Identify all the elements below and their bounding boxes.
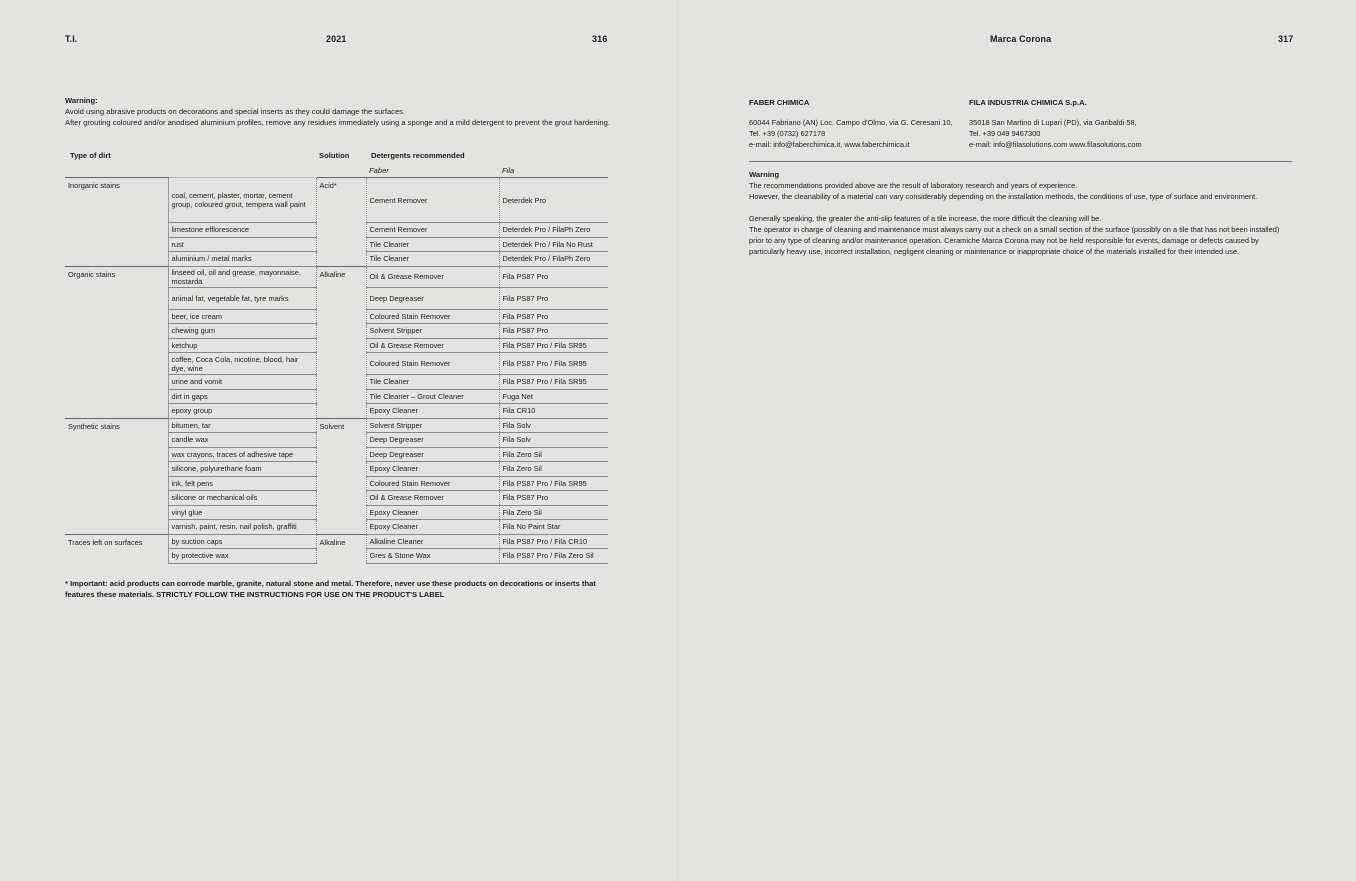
fila-product: Fila PS87 Pro bbox=[499, 266, 608, 287]
table-row bbox=[65, 266, 608, 287]
faber-product: Epoxy Cleaner bbox=[366, 462, 499, 477]
dirt-group-name: Organic stains bbox=[65, 266, 168, 418]
faber-product: Oil & Grease Remover bbox=[366, 266, 499, 287]
dirt-item: linseed oil, oil and grease, mayonnaise, mostarda bbox=[168, 266, 316, 287]
faber-product: Gres & Stone Wax bbox=[366, 549, 499, 564]
solution-type: Alkaline bbox=[316, 534, 366, 563]
fila-product: Fila PS87 Pro bbox=[499, 287, 608, 309]
header-section-label: T.I. bbox=[65, 34, 78, 44]
fila-product: Fila Solv bbox=[499, 418, 608, 433]
faber-product: Oil & Grease Remover bbox=[366, 338, 499, 353]
fila-product: Fila No Paint Star bbox=[499, 520, 608, 535]
dirt-item: coffee, Coca Cola, nicotine, blood, hair dye, wine bbox=[168, 353, 316, 375]
dirt-item: rust bbox=[168, 237, 316, 252]
company-address: 35018 San Martino di Lupari (PD), via Garibaldi 58, bbox=[969, 118, 1137, 127]
faber-product: Deep Degreaser bbox=[366, 447, 499, 462]
dirt-item: varnish, paint, resin, nail polish, graffiti bbox=[168, 520, 316, 535]
faber-product: Alkaline Cleaner bbox=[366, 534, 499, 549]
faber-product: Tile Cleaner – Grout Cleaner bbox=[366, 389, 499, 404]
fila-product: Fila PS87 Pro / Fila SR95 bbox=[499, 375, 608, 390]
faber-product: Solvent Stripper bbox=[366, 418, 499, 433]
dirt-item: silicone or mechanical oils bbox=[168, 491, 316, 506]
dirt-item: aluminium / metal marks bbox=[168, 252, 316, 267]
right-warning-paragraph: Generally speaking, the greater the anti-slip features of a tile increase, the more difficult the cleaning will be. The operator in charge of cleaning and maintenance must always carry out a check on a small section of the surface (possibly on a tile that has not been installed) prior to any type of cleaning and/or maintenance operation. Ceramiche Marca Corona may not be held responsible for events, damage or defects caused by particularly heavy use, incorrect installation, negligent cleaning or maintenance or inappropriate choice of the materials installed for their intended use. bbox=[749, 214, 1280, 256]
fila-product: Fila Zero Sil bbox=[499, 505, 608, 520]
company-faber bbox=[749, 97, 964, 150]
faber-product: Cement Remover bbox=[366, 178, 499, 223]
fila-product: Deterdek Pro / FilaPh Zero bbox=[499, 252, 608, 267]
table-row bbox=[65, 178, 608, 223]
faber-product: Coloured Stain Remover bbox=[366, 309, 499, 324]
dirt-item: limestone efflorescence bbox=[168, 223, 316, 238]
company-contact: e-mail: info@filasolutions.com www.filasolutions.com bbox=[969, 140, 1142, 149]
faber-product: Deep Degreaser bbox=[366, 433, 499, 448]
right-warning-title: Warning bbox=[749, 170, 780, 179]
company-fila bbox=[969, 97, 1219, 150]
warning-note bbox=[65, 96, 610, 128]
faber-product: Tile Cleaner bbox=[366, 252, 499, 267]
dirt-group-name: Traces left on surfaces bbox=[65, 534, 168, 563]
faber-product: Oil & Grease Remover bbox=[366, 491, 499, 506]
solution-type: Acid* bbox=[316, 178, 366, 267]
dirt-group-name: Synthetic stains bbox=[65, 418, 168, 534]
header-type-of-dirt: Type of dirt bbox=[70, 151, 111, 160]
warning-title: Warning: bbox=[65, 96, 98, 105]
fila-product: Fila PS87 Pro bbox=[499, 324, 608, 339]
table-row bbox=[65, 534, 608, 549]
fila-product: Fila PS87 Pro / Fila SR95 bbox=[499, 476, 608, 491]
faber-product: Tile Cleaner bbox=[366, 237, 499, 252]
header-brand-fila: Fila bbox=[499, 164, 608, 178]
fila-product: Fila PS87 Pro / Fila SR95 bbox=[499, 353, 608, 375]
page-number-left: 316 bbox=[592, 34, 608, 44]
header-year: 2021 bbox=[326, 34, 347, 44]
dirt-item: animal fat, vegetable fat, tyre marks bbox=[168, 287, 316, 309]
fila-product: Fila PS87 Pro / Fila Zero Sil bbox=[499, 549, 608, 564]
dirt-item: wax crayons, traces of adhesive tape bbox=[168, 447, 316, 462]
fila-product: Deterdek Pro / FilaPh Zero bbox=[499, 223, 608, 238]
company-phone: Tel. +39 049 9467300 bbox=[969, 129, 1041, 138]
fila-product: Deterdek Pro / Fila No Rust bbox=[499, 237, 608, 252]
dirt-item: coal, cement, plaster, mortar, cement group, coloured grout, tempera wall paint bbox=[168, 178, 316, 223]
fila-product: Fila PS87 Pro bbox=[499, 491, 608, 506]
faber-product: Epoxy Cleaner bbox=[366, 520, 499, 535]
fila-product: Fuga Net bbox=[499, 389, 608, 404]
fila-product: Deterdek Pro bbox=[499, 178, 608, 223]
cleaning-table bbox=[65, 149, 608, 564]
fila-product: Fila PS87 Pro bbox=[499, 309, 608, 324]
company-name: FABER CHIMICA bbox=[749, 98, 810, 107]
faber-product: Epoxy Cleaner bbox=[366, 404, 499, 419]
right-warning-paragraph: The recommendations provided above are the result of laboratory research and years of experience. However, the cleanability of a material can vary considerably depending on the installation methods, the conditions of use, type of surface and environment. bbox=[749, 181, 1258, 201]
company-name: FILA INDUSTRIA CHIMICA S.p.A. bbox=[969, 98, 1087, 107]
fila-product: Fila Zero Sil bbox=[499, 462, 608, 477]
dirt-item: ink, felt pens bbox=[168, 476, 316, 491]
header-solution: Solution bbox=[319, 151, 350, 160]
dirt-item: bitumen, tar bbox=[168, 418, 316, 433]
fila-product: Fila CR10 bbox=[499, 404, 608, 419]
dirt-item: chewing gum bbox=[168, 324, 316, 339]
fila-product: Fila PS87 Pro / Fila CR10 bbox=[499, 534, 608, 549]
faber-product: Solvent Stripper bbox=[366, 324, 499, 339]
footnote: * Important: acid products can corrode marble, granite, natural stone and metal. Therefore, never use these products on decorations or inserts that features these materials. STRICTLY FOLLOW THE INSTRUCTIONS FOR USE ON THE PRODUCT'S LABEL bbox=[65, 579, 596, 599]
faber-product: Coloured Stain Remover bbox=[366, 476, 499, 491]
faber-product: Epoxy Cleaner bbox=[366, 505, 499, 520]
fila-product: Fila PS87 Pro / Fila SR95 bbox=[499, 338, 608, 353]
right-warning bbox=[749, 169, 1292, 268]
header-detergents: Detergents recommended bbox=[371, 151, 465, 160]
dirt-item: vinyl glue bbox=[168, 505, 316, 520]
header-brand-faber: Faber bbox=[366, 164, 499, 178]
dirt-item: candle wax bbox=[168, 433, 316, 448]
solution-type: Alkaline bbox=[316, 266, 366, 418]
dirt-item: by protective wax bbox=[168, 549, 316, 564]
warning-line: Avoid using abrasive products on decorations and special inserts as they could damage the surfaces. bbox=[65, 106, 406, 116]
faber-product: Cement Remover bbox=[366, 223, 499, 238]
fila-product: Fila Solv bbox=[499, 433, 608, 448]
dirt-item: by suction caps bbox=[168, 534, 316, 549]
header-brand: Marca Corona bbox=[990, 34, 1052, 44]
dirt-item: silicone, polyurethane foam bbox=[168, 462, 316, 477]
dirt-item: ketchup bbox=[168, 338, 316, 353]
page-number-right: 317 bbox=[1278, 34, 1294, 44]
solution-type: Solvent bbox=[316, 418, 366, 534]
dirt-item: dirt in gaps bbox=[168, 389, 316, 404]
table-row bbox=[65, 418, 608, 433]
dirt-item: urine and vomit bbox=[168, 375, 316, 390]
company-address: 60044 Fabriano (AN) Loc. Campo d'Olmo, via G. Ceresani 10, bbox=[749, 118, 953, 127]
faber-product: Coloured Stain Remover bbox=[366, 353, 499, 375]
company-phone: Tel. +39 (0732) 627178 bbox=[749, 129, 826, 138]
faber-product: Tile Cleaner bbox=[366, 375, 499, 390]
dirt-item: epoxy group bbox=[168, 404, 316, 419]
dirt-item: beer, ice cream bbox=[168, 309, 316, 324]
divider bbox=[749, 161, 1292, 162]
fila-product: Fila Zero Sil bbox=[499, 447, 608, 462]
warning-line: After grouting coloured and/or anodised aluminium profiles, remove any residues immediately using a sponge and a mild detergent to prevent the grout hardening. bbox=[65, 117, 610, 127]
company-contact: e-mail: info@faberchimica.it, www.faberchimica.it bbox=[749, 140, 910, 149]
dirt-group-name: Inorganic stains bbox=[65, 178, 168, 267]
faber-product: Deep Degreaser bbox=[366, 287, 499, 309]
